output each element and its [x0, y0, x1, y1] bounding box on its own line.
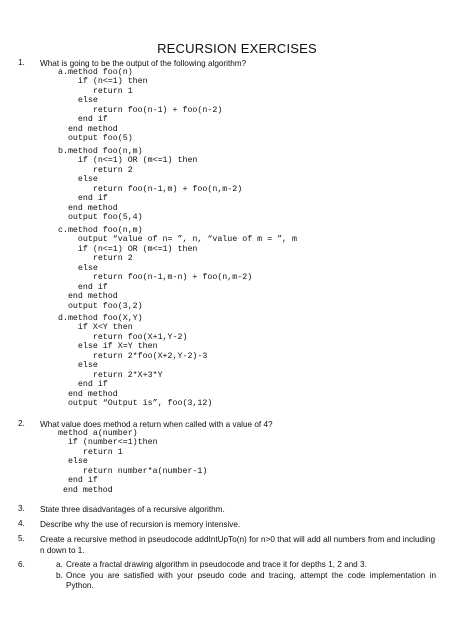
page-title: RECURSION EXERCISES: [157, 41, 317, 56]
question-2-code: method a(number) if (number<=1)then return 1 else return number*a(number-1) end if end method: [58, 429, 208, 495]
question-3-number: 3.: [18, 504, 25, 513]
question-6a-label: a.: [56, 560, 63, 569]
question-5-text: Create a recursive method in pseudocode addIntUpTo(n) for n>0 that will add all numbers from and including n down to 1.: [40, 535, 435, 555]
question-1c-code: c.method foo(n,m) output “value of n= ”, n, “value of m = ”, m if (n<=1) OR (m<=1) then return 2 else return foo(n-1,m-n) + foo(n,m-2) end if end method output foo(3,2): [58, 226, 297, 311]
question-1d-code: d.method foo(X,Y) if X<Y then return foo(X+1,Y-2) else if X=Y then return 2*foo(X+2,Y-2)-3 else return 2*X+3*Y end if end method output “Output is”, foo(3,12): [58, 314, 213, 409]
question-1b-code: b.method foo(n,m) if (n<=1) OR (m<=1) then return 2 else return foo(n-1,m) + foo(n,m-2) end if end method output foo(5,4): [58, 147, 243, 223]
question-6b-text: Once you are satisfied with your pseudo code and tracing, attempt the code implementation in Python.: [66, 571, 436, 590]
question-1a-code: a.method foo(n) if (n<=1) then return 1 else return foo(n-1) + foo(n-2) end if end method output foo(5): [58, 68, 223, 144]
question-6-number: 6.: [18, 560, 25, 569]
question-2-text: What value does method a return when called with a value of 4?: [40, 420, 273, 429]
question-5-number: 5.: [18, 534, 25, 543]
question-1-number: 1.: [18, 58, 25, 67]
question-1-text: What is going to be the output of the following algorithm?: [40, 59, 247, 68]
question-2-number: 2.: [18, 419, 25, 428]
question-6b-label: b.: [56, 571, 63, 580]
question-6a-text: Create a fractal drawing algorithm in pseudocode and trace it for depths 1, 2 and 3.: [66, 560, 367, 569]
question-3-text: State three disadvantages of a recursive algorithm.: [40, 505, 225, 514]
question-4-text: Describe why the use of recursion is memory intensive.: [40, 520, 241, 529]
question-4-number: 4.: [18, 519, 25, 528]
